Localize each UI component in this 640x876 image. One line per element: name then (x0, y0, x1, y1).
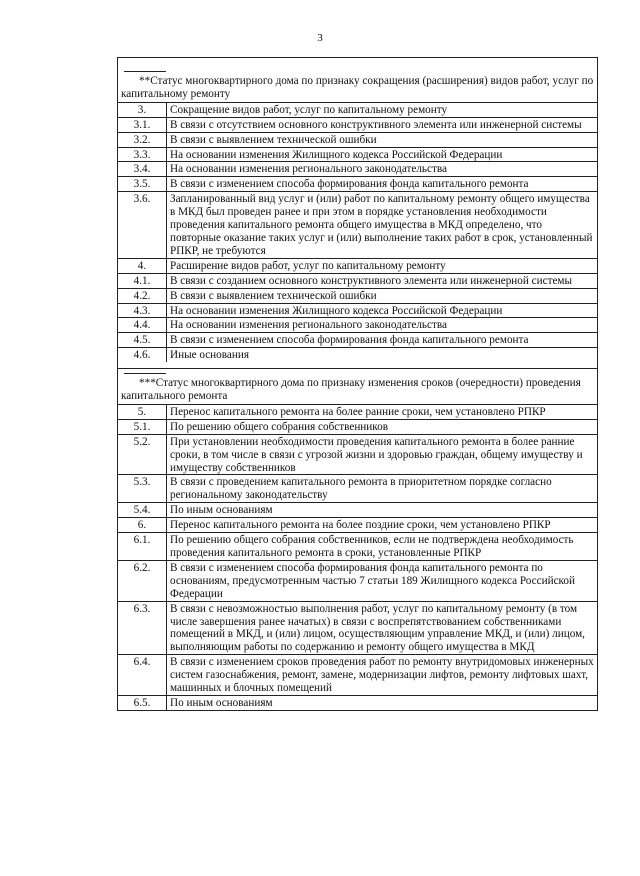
row-number: 3.2. (118, 132, 167, 147)
table-row (118, 117, 597, 132)
table-row (118, 258, 597, 273)
row-text: В связи с проведением капитального ремонта в приоритетном порядке согласно региональному законодательству (167, 475, 598, 503)
table-row (118, 192, 597, 259)
row-text: В связи с выявлением технической ошибки (167, 288, 598, 303)
row-number: 6.5. (118, 695, 167, 709)
row-number: 3.5. (118, 177, 167, 192)
table-row (118, 419, 597, 434)
row-text: В связи с отсутствием основного конструктивного элемента или инженерной системы (167, 117, 598, 132)
row-text: При установлении необходимости проведения капитального ремонта в более ранние сроки, в том числе в связи с угрозой жизни и здоровью граждан, общему имуществу и имуществу собственников (167, 434, 598, 475)
table-row (118, 348, 597, 362)
table-row (118, 162, 597, 177)
table-row (118, 318, 597, 333)
row-text: Перенос капитального ремонта на более поздние сроки, чем установлено РПКР (167, 518, 598, 533)
section-heading-text: **Статус многоквартирного дома по признаку сокращения (расширения) видов работ, услуг по капитальному ремонту (121, 75, 594, 100)
table-row (118, 147, 597, 162)
row-number: 4. (118, 258, 167, 273)
row-text: На основании изменения Жилищного кодекса Российской Федерации (167, 147, 598, 162)
section-heading-text: ***Статус многоквартирного дома по признаку изменения сроков (очередности) проведения капитального ремонта (121, 377, 581, 403)
table-row (118, 475, 597, 503)
page-number: 3 (317, 32, 323, 44)
row-text: Перенос капитального ремонта на более ранние сроки, чем установлено РПКР (167, 404, 598, 419)
table-row (118, 288, 597, 303)
row-number: 4.6. (118, 348, 167, 362)
row-text: В связи с созданием основного конструктивного элемента или инженерной системы (167, 273, 598, 288)
table-row (118, 273, 597, 288)
status-table-reduction (118, 102, 597, 362)
row-number: 5.2. (118, 434, 167, 475)
row-number: 5. (118, 404, 167, 419)
row-number: 3.3. (118, 147, 167, 162)
row-text: Расширение видов работ, услуг по капитальному ремонту (167, 258, 598, 273)
row-text: Запланированный вид услуг и (или) работ по капитальному ремонту общего имущества в МКД был проведен ранее и при этом в порядке установления необходимости проведения капитального ремонта общего имущества в МКД определено, что повторные оказание таких услуг и (или) выполнение таких работ в срок, установленный РПКР, не требуются (167, 192, 598, 259)
row-number: 6.4. (118, 655, 167, 696)
table-row (118, 177, 597, 192)
row-text: Сокращение видов работ, услуг по капитальному ремонту (167, 102, 598, 117)
row-number: 5.1. (118, 419, 167, 434)
row-number: 3.4. (118, 162, 167, 177)
table-row (118, 333, 597, 348)
row-number: 4.4. (118, 318, 167, 333)
section-heading (118, 368, 597, 404)
table-row (118, 102, 597, 117)
table-row (118, 533, 597, 561)
row-number: 6.3. (118, 601, 167, 655)
row-number: 6. (118, 518, 167, 533)
row-text: По решению общего собрания собственников (167, 419, 598, 434)
row-number: 4.1. (118, 273, 167, 288)
row-text: В связи с изменением сроков проведения работ по ремонту внутридомовых инженерных систем газоснабжения, ремонт, замене, модернизации лифтов, ремонту лифтовых шахт, машинных и блочных помещений (167, 655, 598, 696)
row-number: 5.3. (118, 475, 167, 503)
row-number: 6.1. (118, 533, 167, 561)
table-row (118, 303, 597, 318)
row-text: Иные основания (167, 348, 598, 362)
row-number: 4.3. (118, 303, 167, 318)
row-text: На основании изменения регионального законодательства (167, 318, 598, 333)
row-text: В связи с выявлением технической ошибки (167, 132, 598, 147)
row-text: В связи с изменением способа формирования фонда капитального ремонта (167, 333, 598, 348)
footnote-rule (124, 71, 166, 72)
row-text: В связи с невозможностью выполнения работ, услуг по капитальному ремонту (в том числе завершения ранее начатых) в связи с воспрепятствованием собственниками помещений в МКД, и (или) лицом, осуществляющим управление МКД, и (или) лицом, выполняющим работы по содержанию и ремонту общего имущества в МКД (167, 601, 598, 655)
row-number: 5.4. (118, 503, 167, 518)
table-row (118, 655, 597, 696)
table-row (118, 503, 597, 518)
row-number: 3.6. (118, 192, 167, 259)
row-number: 3.1. (118, 117, 167, 132)
row-text: В связи с изменением способа формирования фонда капитального ремонта (167, 177, 598, 192)
row-text: По иным основаниям (167, 503, 598, 518)
table-row (118, 560, 597, 601)
footnote-rule (124, 373, 166, 374)
table-row (118, 132, 597, 147)
row-number: 3. (118, 102, 167, 117)
table-row (118, 518, 597, 533)
table-row (118, 601, 597, 655)
table-row (118, 434, 597, 475)
status-table-schedule (118, 404, 597, 710)
row-text: На основании изменения регионального законодательства (167, 162, 598, 177)
row-text: В связи с изменением способа формирования фонда капитального ремонта по основаниям, предусмотренным частью 7 статьи 189 Жилищного кодекса Российской Федерации (167, 560, 598, 601)
section-heading (118, 58, 597, 102)
row-text: По иным основаниям (167, 695, 598, 709)
row-number: 6.2. (118, 560, 167, 601)
row-text: На основании изменения Жилищного кодекса Российской Федерации (167, 303, 598, 318)
row-text: По решению общего собрания собственников, если не подтверждена необходимость проведения капитального ремонта в сроки, установленные РПКР (167, 533, 598, 561)
table-row (118, 404, 597, 419)
row-number: 4.2. (118, 288, 167, 303)
status-document (117, 57, 598, 711)
table-row (118, 695, 597, 709)
row-number: 4.5. (118, 333, 167, 348)
